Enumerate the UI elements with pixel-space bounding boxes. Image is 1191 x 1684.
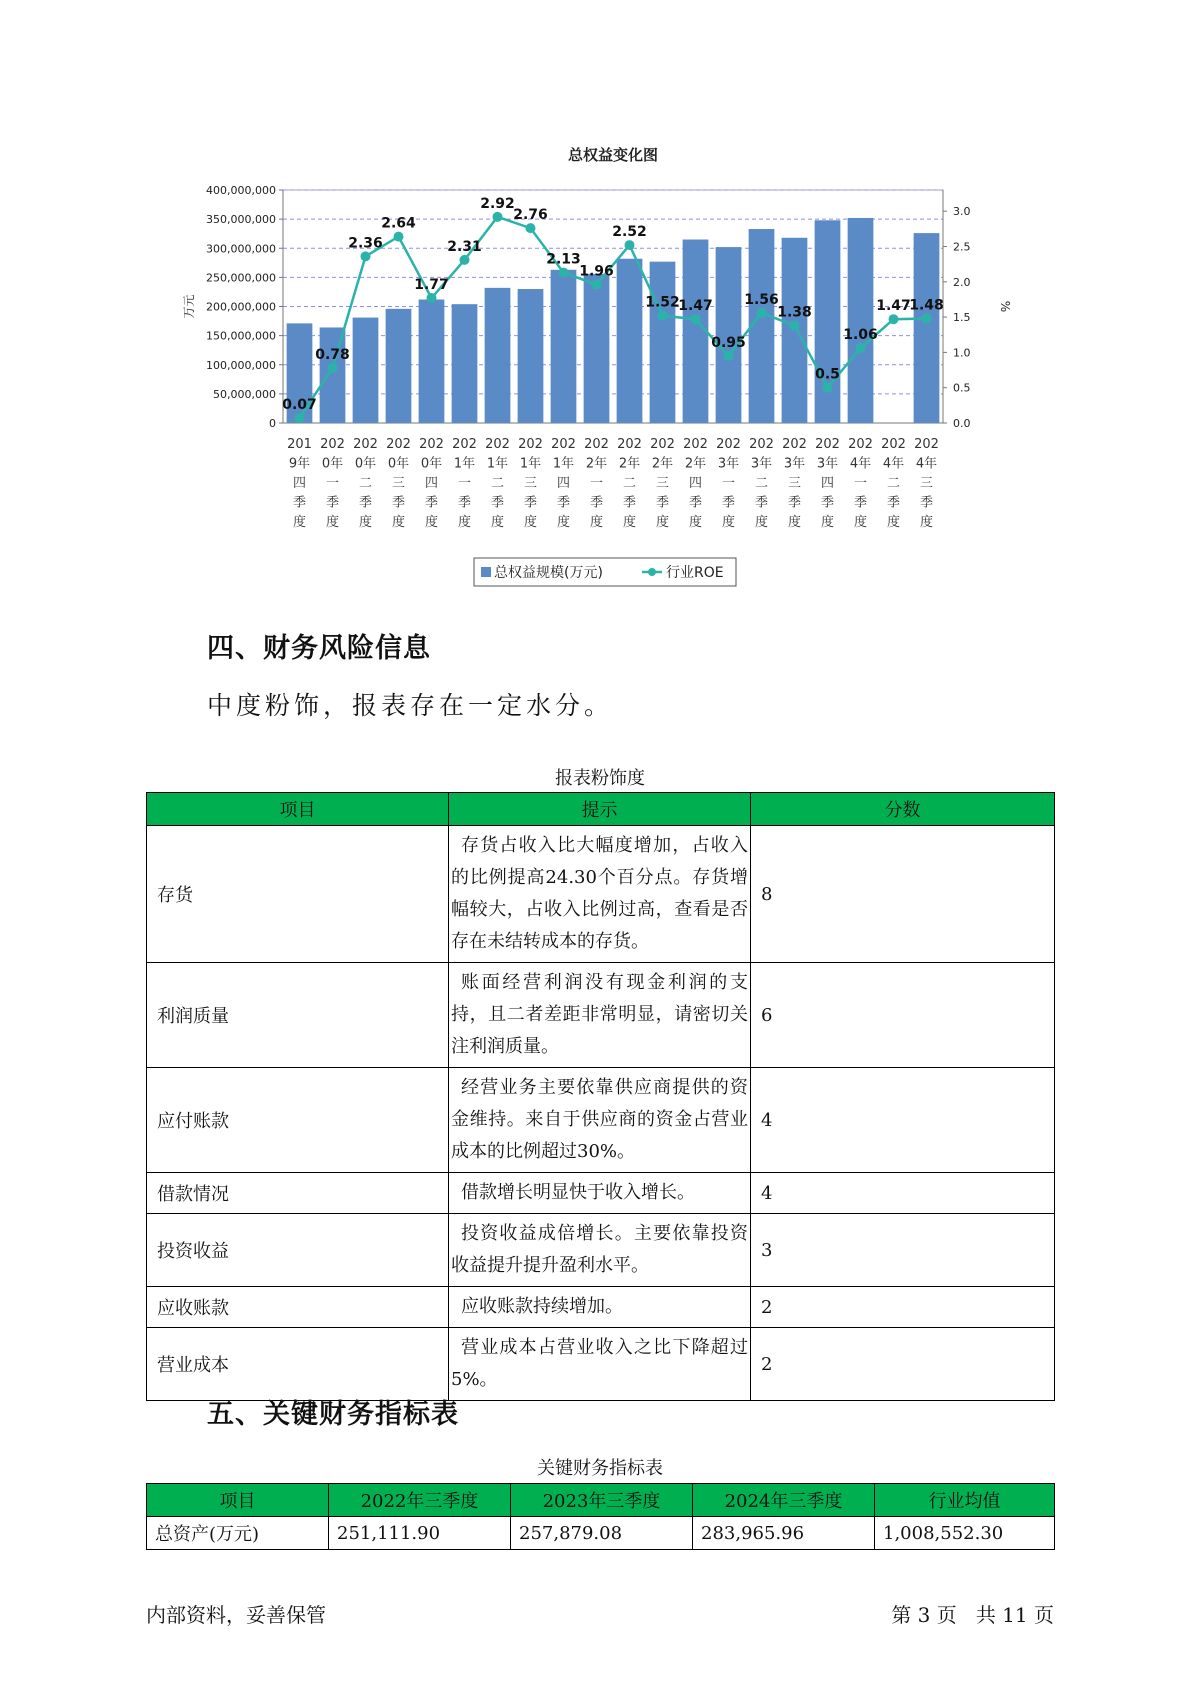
- x-tick-label: 季: [688, 495, 703, 511]
- x-tick-label: 202: [485, 437, 510, 452]
- y-tick-label: 350,000,000: [206, 213, 276, 227]
- data-label: 0.5: [815, 366, 840, 383]
- y2-tick-label: 2.0: [953, 275, 971, 289]
- col-header-2023q3: 2023年三季度: [511, 1484, 693, 1517]
- x-tick-label: 度: [424, 515, 439, 530]
- risk-table: [146, 792, 1055, 1401]
- y-tick-label: 250,000,000: [206, 271, 276, 285]
- y-axis-label: 万元: [182, 294, 196, 319]
- x-tick-label: 度: [556, 515, 571, 530]
- y-tick-label: 150,000,000: [206, 329, 276, 343]
- x-tick-label: 202: [452, 437, 477, 452]
- x-tick-label: 1年: [519, 456, 542, 472]
- y-tick-label: 50,000,000: [213, 387, 276, 401]
- x-tick-label: 三: [655, 476, 670, 491]
- roe-point: [559, 268, 569, 278]
- data-label: 1.47: [876, 298, 911, 315]
- y2-tick-label: 0.0: [953, 417, 971, 430]
- x-tick-label: 3年: [717, 456, 740, 472]
- x-tick-label: 2年: [651, 456, 674, 472]
- x-tick-label: 度: [457, 515, 472, 530]
- x-tick-label: 三: [919, 476, 934, 491]
- y2-tick-label: 1.0: [953, 346, 971, 360]
- y2-tick-label: 2.5: [953, 240, 971, 254]
- data-label: 1.52: [645, 294, 680, 311]
- row-item: 借款情况: [147, 1173, 449, 1214]
- x-tick-label: 一: [325, 476, 340, 491]
- legend-label-bar: 总权益规模(万元): [494, 565, 603, 581]
- table-row: [147, 1068, 1055, 1173]
- y-tick-label: 400,000,000: [206, 184, 276, 197]
- x-tick-label: 202: [782, 437, 807, 452]
- x-tick-label: 度: [391, 515, 406, 530]
- bar: [353, 318, 379, 423]
- row-value-2023q3: 257,879.08: [511, 1517, 693, 1550]
- x-tick-label: 0年: [354, 456, 377, 472]
- x-tick-label: 0年: [321, 456, 344, 472]
- x-tick-label: 度: [325, 515, 340, 530]
- x-tick-label: 202: [650, 437, 675, 452]
- x-tick-label: 度: [721, 515, 736, 530]
- x-tick-label: 二: [886, 476, 901, 491]
- x-tick-label: 202: [419, 437, 444, 452]
- row-item: 利润质量: [147, 963, 449, 1068]
- equity-chart: [150, 140, 1030, 600]
- x-tick-label: 一: [721, 476, 736, 491]
- x-tick-label: 1年: [453, 456, 476, 472]
- roe-point: [856, 343, 866, 353]
- x-tick-label: 季: [556, 495, 571, 511]
- x-tick-label: 202: [386, 437, 411, 452]
- legend-label-line: 行业ROE: [666, 565, 724, 581]
- data-label: 0.07: [282, 397, 317, 414]
- x-tick-label: 0年: [420, 456, 443, 472]
- table-row: [147, 1214, 1055, 1287]
- risk-table-caption: 报表粉饰度: [555, 768, 645, 789]
- x-tick-label: 二: [358, 476, 373, 491]
- x-tick-label: 度: [688, 515, 703, 530]
- col-header-item: 项目: [147, 1484, 329, 1517]
- row-item: 应收账款: [147, 1287, 449, 1328]
- x-tick-label: 二: [754, 476, 769, 491]
- table-row: [147, 963, 1055, 1068]
- data-label: 2.92: [480, 195, 515, 212]
- x-tick-label: 一: [853, 476, 868, 491]
- row-tip: 账面经营利润没有现金利润的支持，且二者差距非常明显，请密切关注利润质量。: [449, 963, 751, 1068]
- x-tick-label: 一: [589, 476, 604, 491]
- table-row: [147, 1517, 1055, 1550]
- x-tick-label: 季: [853, 495, 868, 511]
- table-row: [147, 826, 1055, 963]
- roe-point: [691, 314, 701, 324]
- row-item: 营业成本: [147, 1328, 449, 1401]
- x-tick-label: 季: [622, 495, 637, 511]
- x-tick-label: 三: [787, 476, 802, 491]
- data-label: 0.95: [711, 334, 746, 351]
- data-label: 1.38: [777, 304, 812, 321]
- x-tick-label: 度: [358, 515, 373, 530]
- roe-point: [460, 255, 470, 265]
- roe-point: [757, 308, 767, 318]
- roe-point: [625, 240, 635, 250]
- x-tick-label: 度: [853, 515, 868, 530]
- row-value-2024q3: 283,965.96: [693, 1517, 875, 1550]
- x-tick-label: 季: [358, 495, 373, 511]
- footer-left: 内部资料，妥善保管: [146, 1603, 326, 1627]
- x-tick-label: 度: [622, 515, 637, 530]
- x-tick-label: 度: [589, 515, 604, 530]
- col-header-tip: 提示: [449, 793, 751, 826]
- data-label: 2.64: [381, 215, 416, 232]
- x-tick-label: 4年: [849, 456, 872, 472]
- roe-point: [328, 363, 338, 373]
- x-tick-label: 季: [391, 495, 406, 511]
- data-label: 1.77: [414, 277, 449, 294]
- x-tick-label: 1年: [486, 456, 509, 472]
- key-table-header: [147, 1484, 1055, 1517]
- row-item: 应付账款: [147, 1068, 449, 1173]
- y2-tick-label: 1.5: [953, 311, 971, 325]
- data-label: 2.76: [513, 207, 548, 224]
- x-tick-label: 季: [820, 495, 835, 511]
- x-tick-label: 季: [490, 495, 505, 511]
- key-table-caption: 关键财务指标表: [537, 1458, 663, 1479]
- data-label: 2.52: [612, 224, 647, 241]
- row-tip: 经营业务主要依靠供应商提供的资金维持。来自于供应商的资金占营业成本的比例超过30%。: [449, 1068, 751, 1173]
- row-score: 4: [751, 1173, 1055, 1214]
- roe-point: [790, 321, 800, 331]
- bar: [386, 309, 412, 423]
- x-tick-label: 度: [820, 515, 835, 530]
- chart-title: 总权益变化图: [567, 146, 659, 164]
- x-tick-label: 季: [523, 495, 538, 511]
- bar: [650, 262, 676, 423]
- data-label: 1.56: [744, 291, 779, 308]
- row-score: 2: [751, 1287, 1055, 1328]
- risk-summary: 中度粉饰，报表存在一定水分。: [207, 691, 614, 720]
- col-header-industry-avg: 行业均值: [875, 1484, 1055, 1517]
- row-item: 投资收益: [147, 1214, 449, 1287]
- row-score: 4: [751, 1068, 1055, 1173]
- row-tip: 借款增长明显快于收入增长。: [449, 1173, 751, 1214]
- roe-point: [592, 280, 602, 290]
- x-tick-label: 三: [391, 476, 406, 491]
- x-tick-label: 度: [523, 515, 538, 530]
- y2-tick-label: 3.0: [953, 205, 971, 219]
- x-tick-label: 四: [820, 476, 835, 491]
- x-tick-label: 季: [886, 495, 901, 511]
- roe-point: [922, 314, 932, 324]
- roe-point: [394, 232, 404, 242]
- data-label: 1.96: [579, 263, 614, 280]
- x-tick-label: 度: [886, 515, 901, 530]
- col-header-item: 项目: [147, 793, 449, 826]
- col-header-2022q3: 2022年三季度: [329, 1484, 511, 1517]
- y2-axis-label: %: [998, 300, 1012, 313]
- row-item: 存货: [147, 826, 449, 963]
- legend-swatch-point: [648, 568, 656, 576]
- roe-point: [493, 212, 503, 222]
- x-tick-label: 202: [320, 437, 345, 452]
- x-tick-label: 3年: [783, 456, 806, 472]
- y-tick-label: 100,000,000: [206, 358, 276, 372]
- x-tick-label: 2年: [585, 456, 608, 472]
- row-tip: 投资收益成倍增长。主要依靠投资收益提升提升盈利水平。: [449, 1214, 751, 1287]
- x-tick-label: 四: [688, 476, 703, 491]
- risk-table-header: [147, 793, 1055, 826]
- roe-point: [889, 314, 899, 324]
- data-label: 1.47: [678, 298, 713, 315]
- table-row: [147, 1328, 1055, 1401]
- roe-point: [658, 311, 668, 321]
- x-tick-label: 202: [584, 437, 609, 452]
- row-value-industry-avg: 1,008,552.30: [875, 1517, 1055, 1550]
- section5-heading: 五、关键财务指标表: [207, 1399, 459, 1430]
- bar: [452, 304, 478, 423]
- x-tick-label: 度: [787, 515, 802, 530]
- x-tick-label: 度: [919, 515, 934, 530]
- x-tick-label: 201: [287, 437, 312, 452]
- roe-point: [361, 251, 371, 261]
- bar: [848, 218, 874, 423]
- x-tick-label: 季: [424, 495, 439, 511]
- y-tick-label: 200,000,000: [206, 300, 276, 314]
- x-tick-label: 二: [622, 476, 637, 491]
- data-label: 2.13: [546, 251, 581, 268]
- x-tick-label: 季: [457, 495, 472, 511]
- roe-point: [823, 383, 833, 393]
- x-tick-label: 202: [881, 437, 906, 452]
- x-tick-label: 四: [292, 476, 307, 491]
- row-tip: 存货占收入比大幅度增加，占收入的比例提高24.30个百分点。存货增幅较大，占收入比例过高，查看是否存在未结转成本的存货。: [449, 826, 751, 963]
- x-tick-label: 9年: [288, 456, 311, 472]
- bar: [914, 233, 940, 423]
- bar: [518, 289, 544, 423]
- x-tick-label: 202: [848, 437, 873, 452]
- x-tick-label: 202: [815, 437, 840, 452]
- row-tip: 应收账款持续增加。: [449, 1287, 751, 1328]
- data-label: 2.36: [348, 235, 383, 252]
- x-tick-label: 一: [457, 476, 472, 491]
- roe-point: [526, 223, 536, 233]
- x-tick-label: 季: [721, 495, 736, 511]
- x-tick-label: 季: [919, 495, 934, 511]
- x-tick-label: 0年: [387, 456, 410, 472]
- row-value-2022q3: 251,111.90: [329, 1517, 511, 1550]
- x-tick-label: 202: [749, 437, 774, 452]
- x-tick-label: 四: [424, 476, 439, 491]
- x-tick-label: 季: [655, 495, 670, 511]
- key-indicator-table: [146, 1483, 1055, 1550]
- bar: [617, 259, 643, 423]
- y2-tick-label: 0.5: [953, 381, 971, 395]
- bar: [551, 270, 577, 423]
- row-score: 6: [751, 963, 1055, 1068]
- bar: [485, 288, 511, 423]
- x-tick-label: 2年: [684, 456, 707, 472]
- x-tick-label: 季: [292, 495, 307, 511]
- y-tick-label: 300,000,000: [206, 242, 276, 256]
- table-row: [147, 1173, 1055, 1214]
- x-tick-label: 度: [490, 515, 505, 530]
- page-number: 第 3 页 共 11 页: [891, 1603, 1054, 1627]
- x-tick-label: 2年: [618, 456, 641, 472]
- x-tick-label: 4年: [882, 456, 905, 472]
- data-label: 1.48: [909, 297, 944, 314]
- row-item: 总资产(万元): [147, 1517, 329, 1550]
- x-tick-label: 度: [655, 515, 670, 530]
- x-tick-label: 季: [754, 495, 769, 511]
- x-tick-label: 1年: [552, 456, 575, 472]
- roe-point: [724, 351, 734, 361]
- data-label: 2.31: [447, 238, 482, 255]
- roe-point: [295, 413, 305, 423]
- legend-swatch-bar: [481, 567, 491, 577]
- x-tick-label: 202: [551, 437, 576, 452]
- x-tick-label: 二: [490, 476, 505, 491]
- x-tick-label: 度: [292, 515, 307, 530]
- bar: [683, 240, 709, 423]
- row-score: 3: [751, 1214, 1055, 1287]
- x-tick-label: 季: [325, 495, 340, 511]
- x-tick-label: 4年: [915, 456, 938, 472]
- x-tick-label: 季: [589, 495, 604, 511]
- x-tick-label: 三: [523, 476, 538, 491]
- table-row: [147, 1287, 1055, 1328]
- x-tick-label: 度: [754, 515, 769, 530]
- col-header-2024q3: 2024年三季度: [693, 1484, 875, 1517]
- bar: [419, 300, 445, 423]
- row-score: 2: [751, 1328, 1055, 1401]
- x-tick-label: 202: [683, 437, 708, 452]
- x-tick-label: 202: [353, 437, 378, 452]
- col-header-score: 分数: [751, 793, 1055, 826]
- row-tip: 营业成本占营业收入之比下降超过5%。: [449, 1328, 751, 1401]
- x-tick-label: 四: [556, 476, 571, 491]
- x-tick-label: 3年: [816, 456, 839, 472]
- x-tick-label: 季: [787, 495, 802, 511]
- x-tick-label: 202: [617, 437, 642, 452]
- x-tick-label: 202: [716, 437, 741, 452]
- x-tick-label: 202: [518, 437, 543, 452]
- x-tick-label: 3年: [750, 456, 773, 472]
- roe-point: [427, 293, 437, 303]
- bar: [584, 274, 610, 423]
- row-score: 8: [751, 826, 1055, 963]
- x-tick-label: 202: [914, 437, 939, 452]
- y-tick-label: 0: [269, 417, 276, 430]
- section4-heading: 四、财务风险信息: [207, 633, 431, 664]
- data-label: 0.78: [315, 346, 350, 363]
- data-label: 1.06: [843, 327, 878, 344]
